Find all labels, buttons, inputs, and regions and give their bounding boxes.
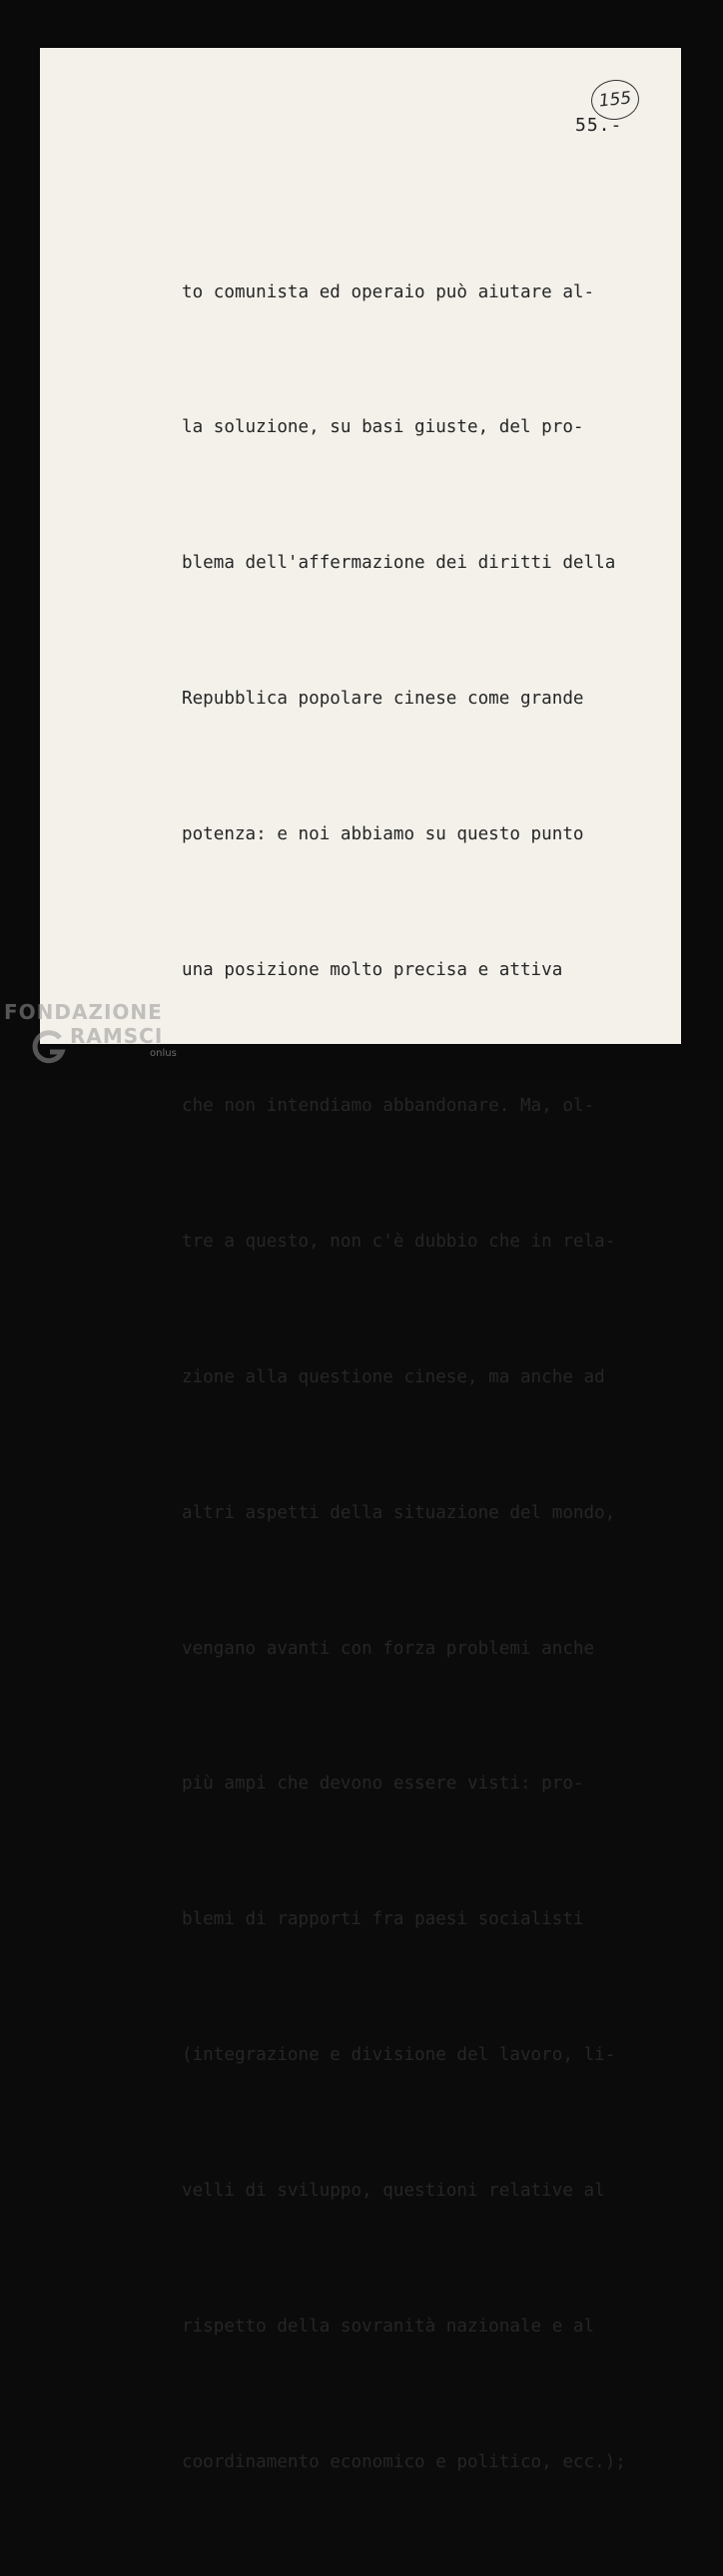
watermark-line-3: onlus	[150, 1048, 177, 1059]
text-line: più ampi che devono essere visti: pro-	[182, 1774, 584, 1795]
text-line: (integrazione e divisione del lavoro, li-	[182, 2045, 616, 2066]
gramsci-g-logo-icon	[30, 1028, 70, 1068]
text-line: blema dell'affermazione dei diritti della	[182, 553, 616, 574]
typewritten-body	[182, 180, 701, 2576]
text-line: Repubblica popolare cinese come grande	[182, 689, 584, 710]
text-line: altri aspetti della situazione del mondo,	[182, 1502, 616, 1523]
text-line: la soluzione, su basi giuste, del pro-	[182, 417, 584, 438]
text-line: zione alla questione cinese, ma anche ad	[182, 1366, 605, 1387]
text-line: una posizione molto precisa e attiva	[182, 960, 563, 981]
text-line: velli di sviluppo, questioni relative al	[182, 2181, 605, 2202]
fondazione-gramsci-watermark	[4, 998, 204, 1068]
text-line: che non intendiamo abbandonare. Ma, ol-	[182, 1095, 595, 1116]
text-line: to comunista ed operaio può aiutare al-	[182, 281, 595, 302]
text-line: rispetto della sovranità nazionale e al	[182, 2316, 595, 2336]
watermark-line-2: RAMSCI	[70, 1024, 164, 1048]
archive-stamp-number: 155	[597, 88, 633, 112]
text-line: blemi di rapporti fra paesi socialisti	[182, 1909, 584, 1930]
text-line: tre a questo, non c'è dubbio che in rela-	[182, 1231, 616, 1252]
text-line: potenza: e noi abbiamo su questo punto	[182, 824, 584, 845]
text-line: coordinamento economico e politico, ecc.);	[182, 2451, 626, 2472]
page-number: 55.-	[575, 115, 623, 136]
watermark-line-1: FONDAZIONE	[4, 1000, 163, 1024]
text-line: vengano avanti con forza problemi anche	[182, 1638, 595, 1659]
